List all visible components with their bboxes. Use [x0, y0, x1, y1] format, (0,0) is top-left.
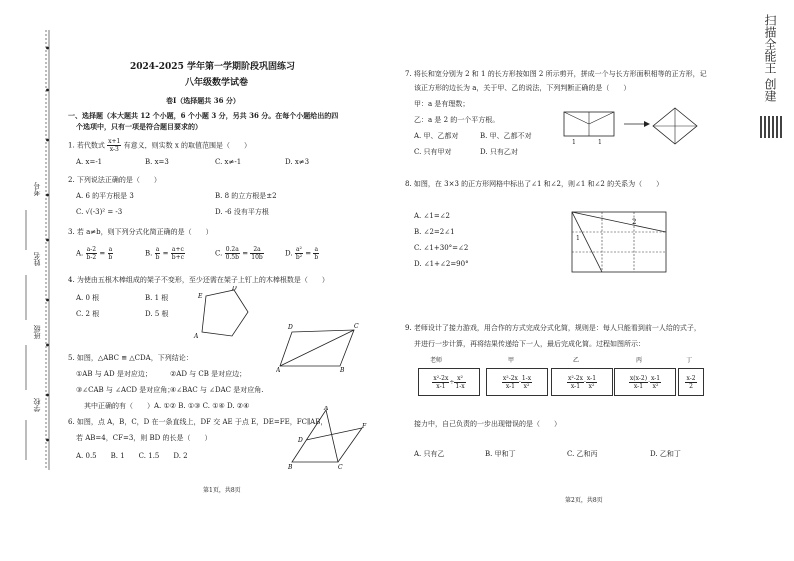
q3-b-label: B.: [145, 249, 153, 258]
q7-yi: 乙：a 是 2 的一个平方根。: [414, 116, 500, 124]
q1-stem: [68, 138, 251, 153]
q3-c-left: [225, 246, 240, 261]
q7-stem-1: 7. 将长和宽分别为 2 和 1 的长方形按如图 2 所示剪开，拼成一个与长方形面积相等的正方形，记: [405, 70, 707, 78]
school-label: 学校: [33, 398, 41, 412]
e0-op: ÷: [449, 378, 455, 386]
q3-a-r: a: [108, 246, 113, 253]
svg-text:F: F: [362, 423, 367, 430]
q3-option-a: A. $\frac{a-2}{b-2}$ = $\frac{a}{b}$: [76, 246, 113, 261]
e3-op: ·: [648, 378, 650, 386]
q3-a-d: b-2: [86, 254, 97, 261]
q8-angle-1: 1: [576, 235, 580, 242]
q9-option-d: D. 乙和丁: [650, 450, 681, 458]
q4-option-d: D. 5 根: [145, 310, 169, 318]
svg-text:C: C: [338, 464, 343, 470]
svg-text:D: D: [298, 437, 303, 444]
q1-option-c: C. x≠-1: [215, 158, 242, 166]
q6-stem-1: 6. 如图，点 A，B，C，D 在一条直线上，DF 交 AE 于点 E，DE=FE，FC∥AB，: [68, 418, 328, 426]
q1-option-a: A. x=-1: [76, 158, 103, 166]
q9-header-jia: 甲: [508, 357, 515, 364]
q1-stem-b: 有意义，则实数 x 的取值范围是（ ）: [123, 141, 252, 150]
q4-option-c: C. 2 根: [76, 310, 100, 318]
e0-d2: 1-x: [455, 382, 465, 390]
q3-d-left: [295, 246, 303, 261]
q7-label-1: 1: [572, 139, 576, 146]
q5-statement-1: ①AB 与 AD 是对应边；: [76, 370, 152, 378]
q9-stem-2: 并进行一步计算，再将结果传递给下一人，最后完成化简。过程如图所示：: [414, 340, 645, 348]
q9-expr-yi: [551, 368, 613, 396]
q9-option-c: C. 乙和丙: [567, 450, 598, 458]
exam-no-label: 考号: [33, 182, 41, 196]
svg-text:B: B: [288, 464, 293, 470]
q3-d-d: b²: [295, 254, 303, 261]
e0-n2: x²: [454, 375, 465, 383]
q3-a-rd: b: [108, 254, 113, 261]
section-heading-1: 一、选择题（本大题共 12 个小题，6 个小题 3 分，另共 36 分。在每个小题给出的四: [68, 111, 339, 120]
cut-rectangle-figure: [560, 106, 710, 150]
q8-stem: 8. 如图，在 3×3 的正方形网格中标出了∠1 和∠2，则∠1 和∠2 的关系为（ ）: [405, 180, 664, 188]
q9-expr-jia: [486, 368, 548, 396]
q5-question: 其中正确的有（ ）A. ①② B. ①③ C. ①④ D. ②④: [84, 402, 250, 410]
q3-a-right: [108, 246, 114, 261]
e1-op: ·: [518, 378, 521, 386]
q4-option-a: A. 0 根: [76, 294, 100, 302]
class-label: 班级: [33, 325, 41, 339]
q3-a-left: [86, 246, 98, 261]
q9-option-a: A. 只有乙: [414, 450, 445, 458]
q3-b-rd: b+c: [171, 254, 185, 261]
q3-b-d: b: [155, 254, 160, 261]
q8-option-b: B. ∠2=2∠1: [414, 228, 455, 236]
e2-n2: x-1: [586, 374, 597, 382]
q7-label-2: 1: [598, 139, 602, 146]
q1-option-b: B. x=3: [145, 158, 169, 166]
part-heading: 卷Ⅰ（选择题共 36 分）: [166, 96, 240, 105]
exam-title: 2024-2025 学年第一学期阶段巩固练习: [130, 62, 295, 72]
q3-d-right: [313, 246, 319, 261]
q3-option-d: D. $\frac{\text{a²}}{\text{b²}}$ = $\frac{a}{b}$: [285, 246, 319, 261]
q9-header-bing: 丙: [636, 357, 643, 364]
e3-d2: x²: [652, 382, 659, 390]
q3-d-n: a²: [295, 246, 302, 253]
q1-stem-a: 1. 若代数式: [68, 141, 105, 150]
q7-option-c: C. 只有甲对: [414, 148, 452, 156]
q3-option-c: C. $\frac{0.2a}{0.5b}$ = $\frac{2a}{10b}$: [215, 246, 263, 261]
e1-n2: 1-x: [521, 374, 532, 382]
q3-a-n: a-2: [86, 246, 97, 253]
q8-option-d: D. ∠1+∠2=90°: [414, 260, 469, 268]
q7-jia: 甲：a 是有理数；: [414, 100, 470, 108]
q2-stem: 2. 下列说法正确的是（ ）: [68, 176, 161, 184]
e2-op: ·: [583, 378, 586, 386]
q3-d-r: a: [314, 246, 319, 253]
e1-d1: x-1: [505, 382, 515, 390]
e3-n1: x(x-2): [629, 374, 648, 382]
svg-text:D: D: [232, 286, 237, 292]
q9-stem-1: 9. 老师设计了接力游戏，用合作的方式完成分式化简，规则是：每人只能看到前一人给的式子，: [405, 324, 701, 332]
e2-d1: x-1: [570, 382, 581, 390]
exam-subtitle: 八年级数学试卷: [185, 78, 249, 88]
q3-c-r: 2a: [250, 246, 263, 254]
q3-d-rd: b: [314, 254, 319, 261]
q3-c-right: [250, 246, 263, 261]
q3-a-label: A.: [76, 249, 84, 258]
q7-option-a: A. 甲、乙都对: [414, 132, 459, 140]
q5-statement-2: ②AD 与 CB 是对应边；: [170, 370, 247, 378]
footer-right: 第2页，共8页: [565, 497, 603, 504]
svg-text:A: A: [194, 333, 199, 340]
q8-option-c: C. ∠1+30°=∠2: [414, 244, 469, 252]
q7-option-d: D. 只有乙对: [480, 148, 518, 156]
binding-strip: [0, 0, 60, 561]
pentagon-figure: [192, 286, 256, 344]
e1-n1: x²-2x: [502, 374, 518, 382]
q3-d-label: D.: [285, 249, 293, 258]
q9-header-teacher: 老师: [430, 357, 443, 364]
q6-options: A. 0.5 B. 1 C. 1.5 D. 2: [76, 452, 188, 460]
svg-text:C: C: [354, 323, 359, 330]
parallelogram-figure: [276, 320, 366, 372]
svg-text:E: E: [198, 293, 203, 300]
section-heading-2: 个选项中，只有一项是符合题目要求的）: [76, 122, 202, 131]
q5-stem: 5. 如图，△ABC ≌ △CDA，下列结论：: [68, 354, 193, 362]
q4-option-b: B. 1 根: [145, 294, 169, 302]
q9-expr-ding: [678, 368, 704, 396]
q2-option-a: A. 6 的平方根是 3: [76, 192, 134, 200]
q3-c-rd: 10b: [251, 254, 263, 261]
e1-d2: x²: [523, 382, 530, 390]
qr-code-icon: [760, 116, 782, 138]
q3-b-right: [171, 246, 185, 261]
e3-n2: x-1: [651, 374, 661, 382]
q5-statement-3: ③∠CAB 与 ∠ACD 是对应角；: [76, 386, 175, 394]
e3-d1: x-1: [633, 382, 644, 390]
q3-b-n: a: [155, 246, 160, 253]
q9-expr-teacher: [418, 368, 480, 396]
q7-option-b: B. 甲、乙都不对: [480, 132, 532, 140]
q1-fraction: [107, 138, 121, 153]
grid-figure: [570, 210, 670, 274]
name-label: 姓名: [33, 252, 41, 266]
q3-option-b: B. $\frac{a}{b}$ = $\frac{a+c}{b+c}$: [145, 246, 185, 261]
q2-option-b: B. 8 的立方根是±2: [215, 192, 277, 200]
e2-d2: x²: [588, 382, 595, 390]
svg-text:D: D: [288, 324, 293, 331]
q1-num: x+1: [108, 138, 121, 145]
e0-d1: x-1: [436, 382, 446, 390]
svg-text:A: A: [276, 367, 281, 372]
q9-question: 接力中，自己负责的一步出现错误的是（ ）: [414, 420, 561, 428]
q6-stem-2: 若 AB=4，CF=3，则 BD 的长是（ ）: [76, 434, 212, 442]
q1-option-d: D. x≠3: [285, 158, 310, 166]
q8-angle-2: 2: [632, 218, 637, 226]
svg-text:A: A: [324, 406, 329, 412]
triangle-figure: [284, 406, 370, 470]
e0-n1: x²-2x: [433, 374, 449, 382]
scanner-watermark: 扫描全能王 创建: [763, 14, 777, 102]
e4-n: x-2: [686, 374, 696, 382]
e2-n1: x²-2x: [567, 374, 583, 382]
q3-c-d: 0.5b: [225, 254, 239, 261]
q3-c-n: 0.2a: [225, 246, 239, 253]
e4-d: 2: [689, 382, 693, 390]
q3-stem: 3. 若 a≠b，则下列分式化简正确的是（ ）: [68, 228, 213, 236]
q8-option-a: A. ∠1=∠2: [414, 212, 451, 220]
q4-stem: 4. 为使由五根木棒组成的架子不变形，至少还需在架子上钉上的木棒根数是（ ）: [68, 276, 329, 284]
q2-option-d: D. -6 没有平方根: [215, 208, 269, 216]
svg-text:B: B: [340, 367, 345, 372]
q9-expr-bing: [614, 368, 676, 396]
q2-option-c: C. √(-3)² = -3: [76, 208, 123, 216]
q9-option-b: B. 甲和丁: [485, 450, 516, 458]
q3-b-r: a+c: [171, 246, 184, 253]
q9-header-yi: 乙: [573, 357, 580, 364]
q9-header-ding: 丁: [686, 357, 693, 364]
q3-b-left: [155, 246, 161, 261]
q3-c-label: C.: [215, 249, 223, 258]
q1-den: x-3: [109, 146, 119, 153]
q7-stem-2: 该正方形的边长为 a，关于甲、乙的说法，下列判断正确的是（ ）: [414, 84, 631, 92]
footer-left: 第1页，共8页: [203, 487, 241, 494]
q5-statement-4: ④∠BAC 与 ∠DAC 是对应角.: [170, 386, 264, 394]
